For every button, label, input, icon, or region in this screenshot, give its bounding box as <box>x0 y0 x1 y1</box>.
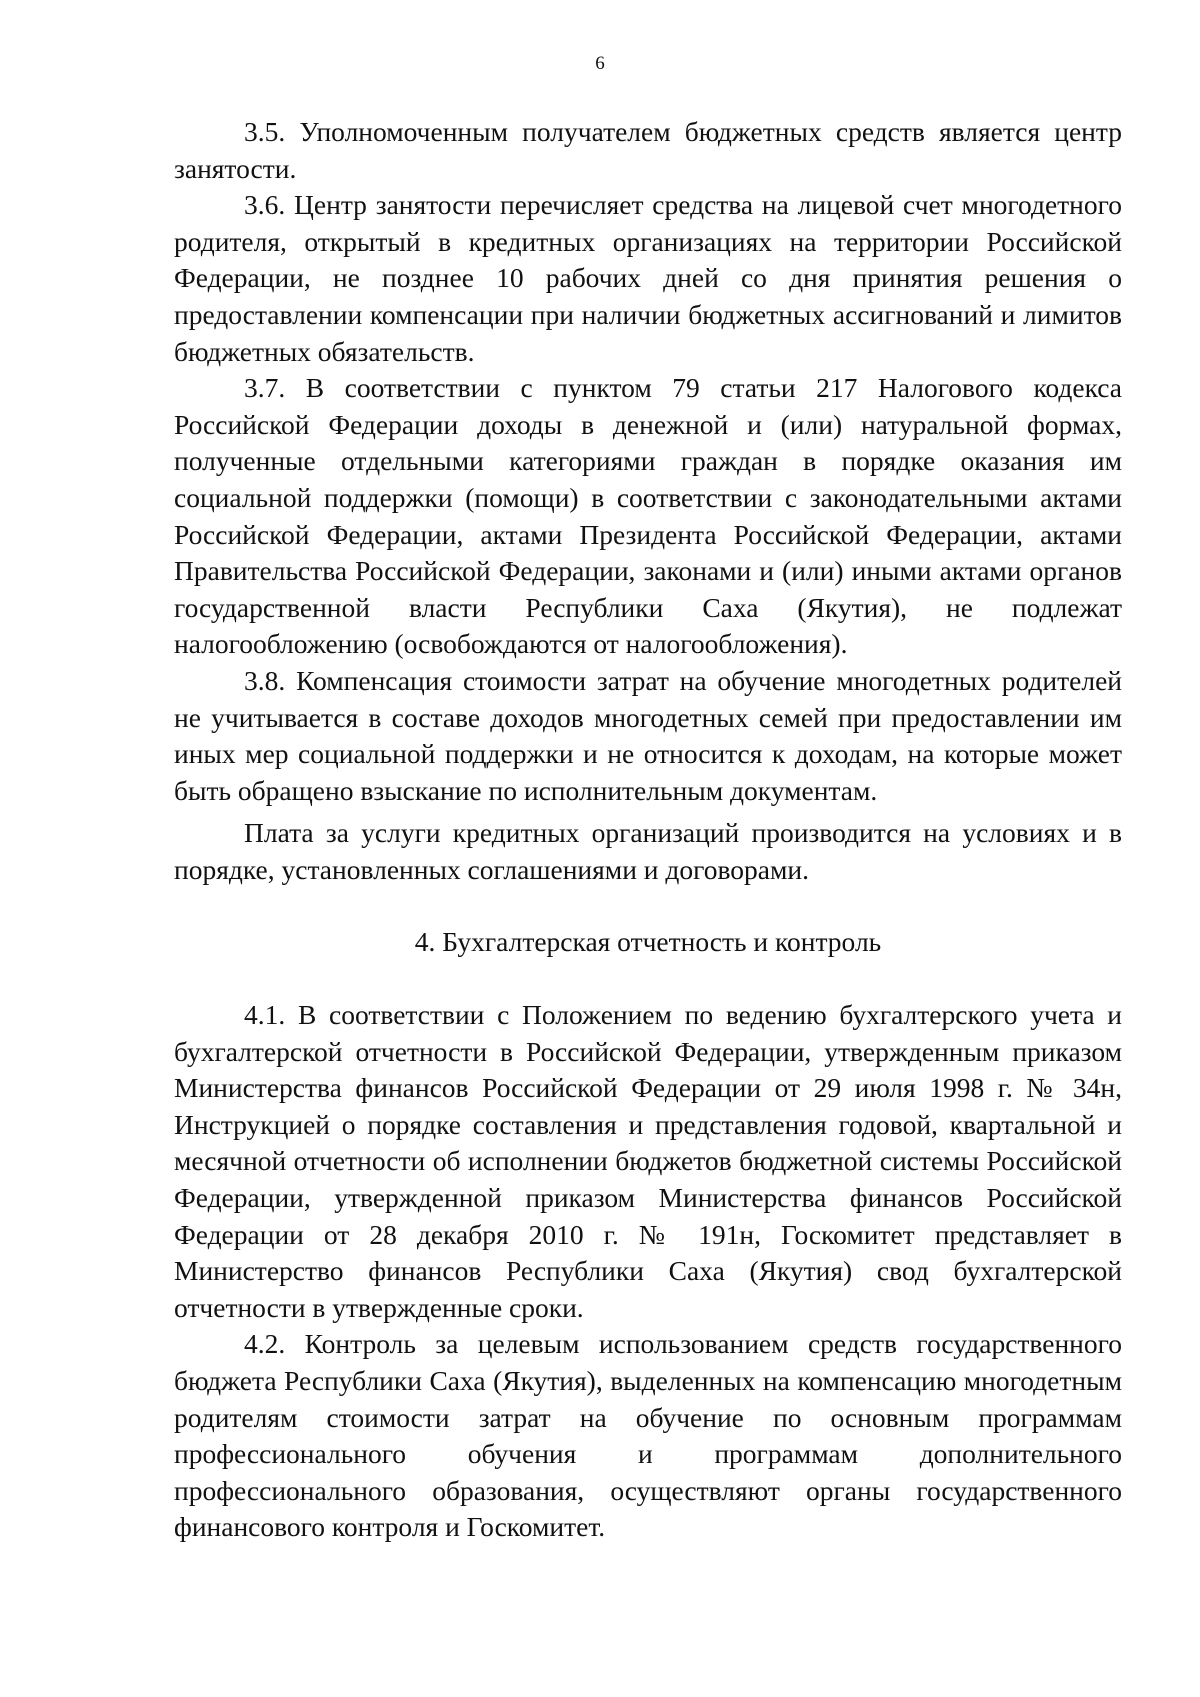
section-4-heading: 4. Бухгалтерская отчетность и контроль <box>414 926 882 958</box>
paragraph-4-2: 4.2. Контроль за целевым использованием средств государственного бюджета Республики Саха (Якутия), выделенных на компенсацию многодетным родителям стоимости затрат на обучение по основным программам профессионального обучения и программам дополнительного профессионального образования, осуществляют органы государственного финансового контроля и Госкомитет. <box>174 1328 1122 1543</box>
document-body <box>174 114 1122 1546</box>
paragraph-3-8-fees: Плата за услуги кредитных организаций производится на условиях и в порядке, установленных соглашениями и договорами. <box>174 817 1122 885</box>
paragraph-3-6: 3.6. Центр занятости перечисляет средства на лицевой счет многодетного родителя, открытый в кредитных организациях на территории Российской Федерации, не позднее 10 рабочих дней со дня принятия решения о предоставлении компенсации при наличии бюджетных ассигнований и лимитов бюджетных обязательств. <box>174 189 1122 367</box>
paragraph-3-7: 3.7. В соответствии с пунктом 79 статьи 217 Налогового кодекса Российской Федерации доходы в денежной и (или) натуральной формах, полученные отдельными категориями граждан в порядке оказания им социальной поддержки (помощи) в соответствии с законодательными актами Российской Федерации, актами Президента Российской Федерации, актами Правительства Российской Федерации, законами и (или) иными актами органов государственной власти Республики Саха (Якутия), не подлежат налогообложению (освобождаются от налогообложения). <box>174 372 1122 660</box>
paragraph-4-1: 4.1. В соответствии с Положением по ведению бухгалтерского учета и бухгалтерской отчетности в Российской Федерации, утвержденным приказом Министерства финансов Российской Федерации от 29 июля 1998 г. № 34н, Инструкцией о порядке составления и представления годовой, квартальной и месячной отчетности об исполнении бюджетов бюджетной системы Российской Федерации, утвержденной приказом Министерства финансов Российской Федерации от 28 декабря 2010 г. № 191н, Госкомитет представляет в Министерство финансов Республики Саха (Якутия) свод бухгалтерской отчетности в утвержденные сроки. <box>174 999 1122 1323</box>
page-number: 6 <box>595 53 605 74</box>
paragraph-3-5: 3.5. Уполномоченным получателем бюджетных средств является центр занятости. <box>174 116 1122 184</box>
paragraph-3-8: 3.8. Компенсация стоимости затрат на обучение многодетных родителей не учитывается в составе доходов многодетных семей при предоставлении им иных мер социальной поддержки и не относится к доходам, на которые может быть обращено взыскание по исполнительным документам. <box>174 664 1122 806</box>
